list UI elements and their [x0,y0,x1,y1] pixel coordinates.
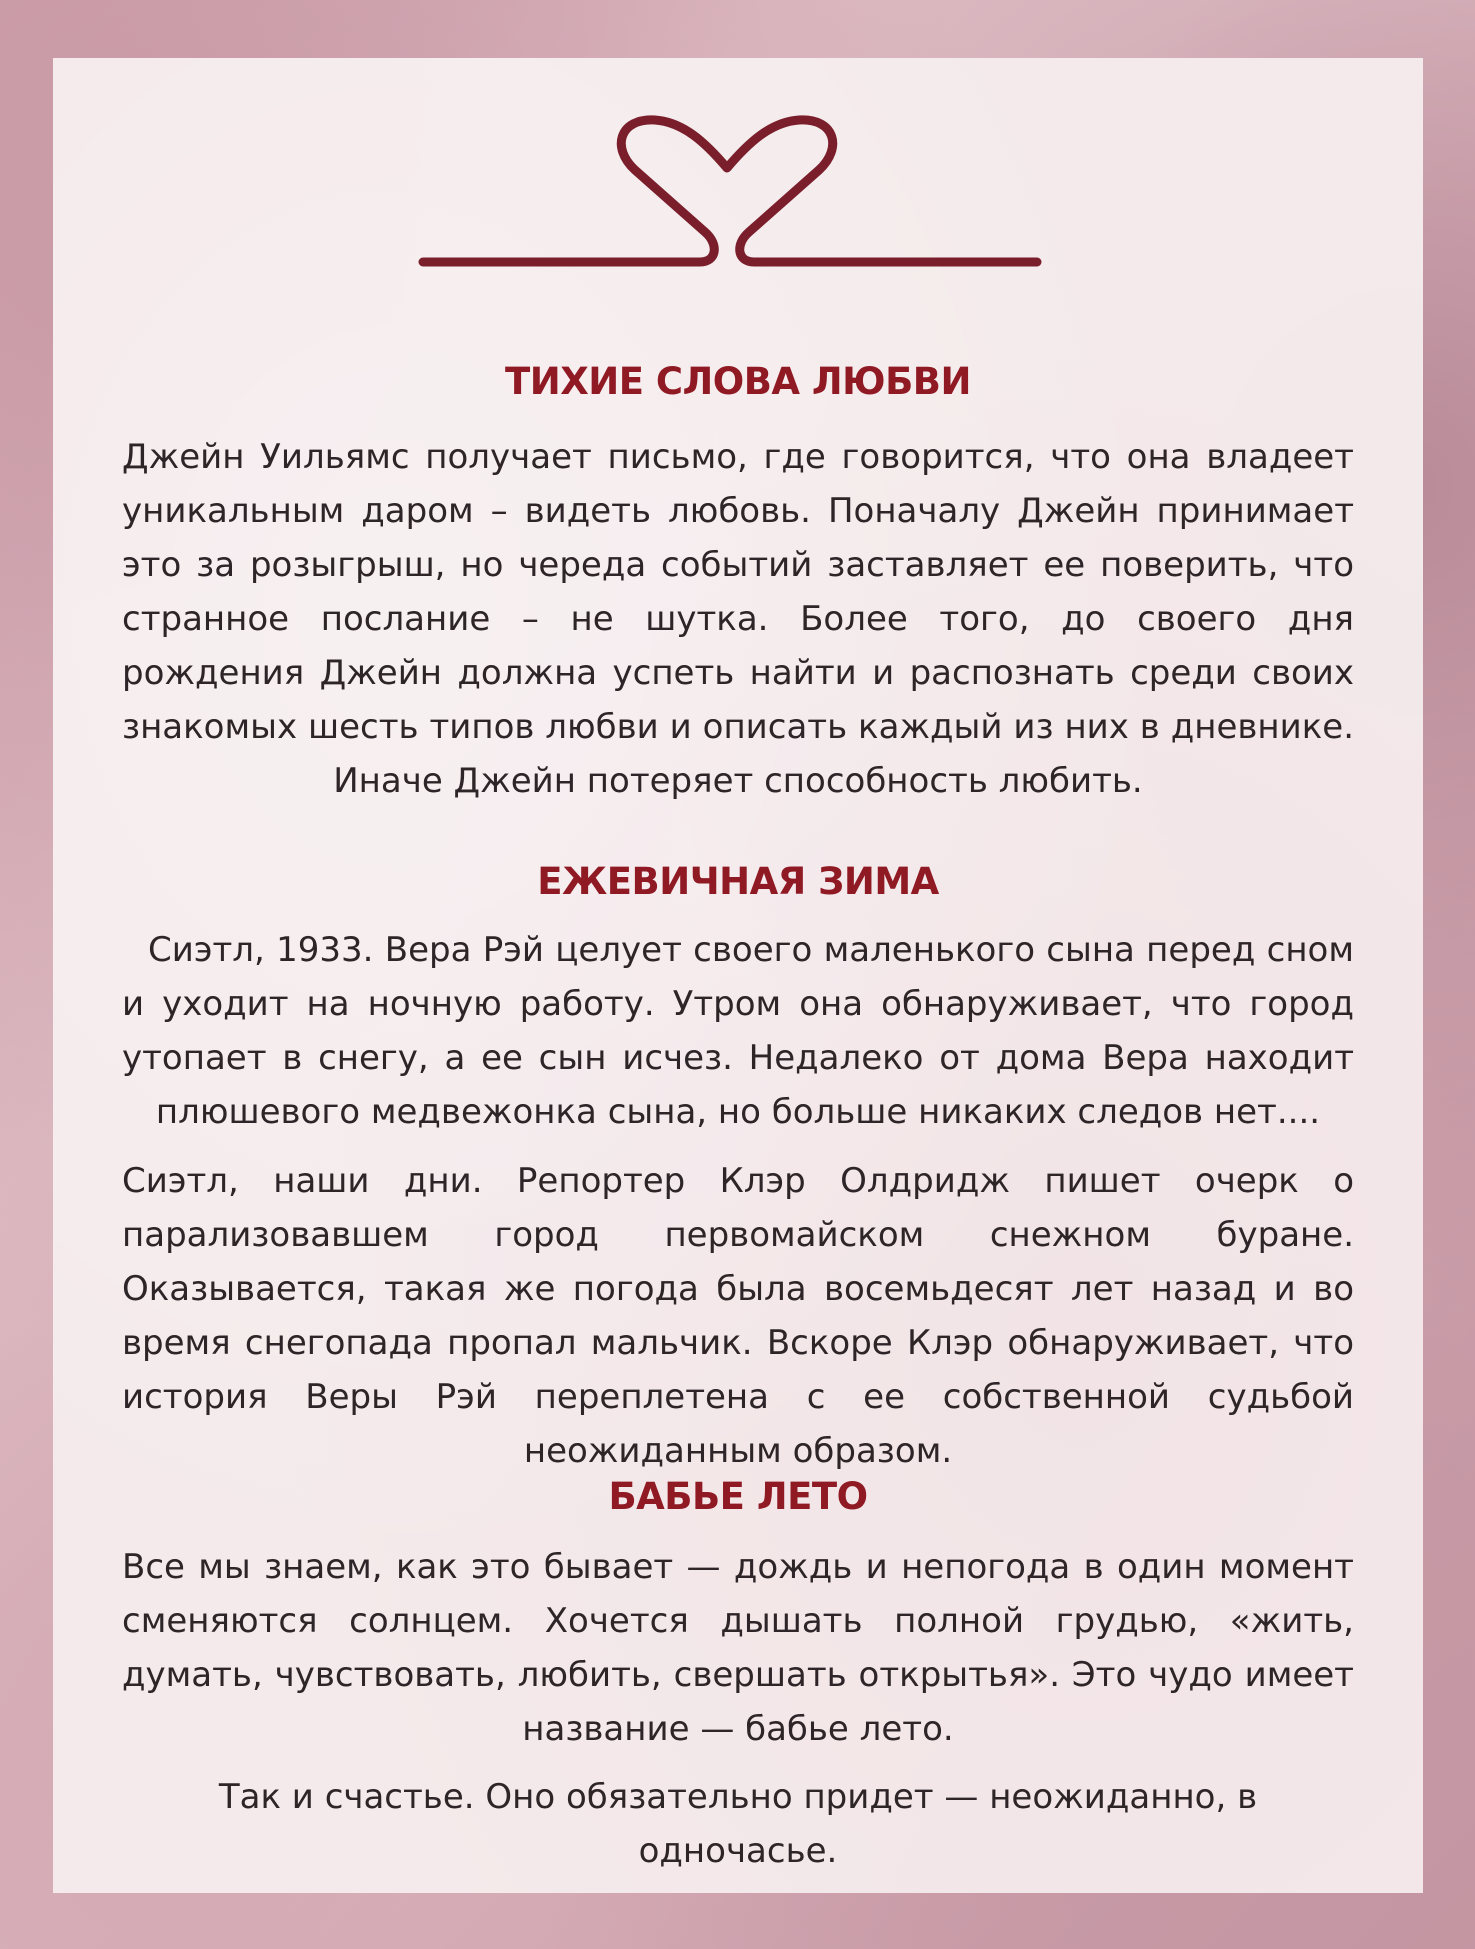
section-title-quiet-words: ТИХИЕ СЛОВА ЛЮБВИ [505,360,971,403]
section-paragraph: Сиэтл, 1933. Вера Рэй целует своего маленького сына перед сном и уходит на ночную работу. Утром она обнаруживает, что город утопает в снегу, а ее сын исчез. Недалеко от дома Вера находит плюшевого медвежонка сына, но больше никаких следов нет.... [122,930,1354,1132]
section-paragraph: Все мы знаем, как это бывает — дождь и непогода в один момент сменяются солнцем. Хочется дышать полной грудью, «жить, думать, чувствовать, любить, свершать открытья». Это чудо имеет название — бабье лето. [122,1547,1354,1749]
section-paragraph: Так и счастье. Оно обязательно придет — неожиданно, в одночасье. [218,1777,1258,1871]
heart-line-icon [415,112,1045,267]
section-title-indian-summer: БАБЬЕ ЛЕТО [608,1475,868,1518]
section-paragraph: Джейн Уильямс получает письмо, где говорится, что она владеет уникальным даром – видеть любовь. Поначалу Джейн принимает это за розыгрыш, но череда событий заставляет ее поверить, что странное послание – не шутка. Более того, до своего дня рождения Джейн должна успеть найти и распознать среди своих знакомых шесть типов любви и описать каждый из них в дневнике. Иначе Джейн потеряет способность любить. [122,437,1354,801]
section-title-blackberry-winter: ЕЖЕВИЧНАЯ ЗИМА [537,860,939,903]
section-paragraph: Сиэтл, наши дни. Репортер Клэр Олдридж пишет очерк о парализовавшем город первомайском снежном буране. Оказывается, такая же погода была восемьдесят лет назад и во время снегопада пропал мальчик. Вскоре Клэр обнаруживает, что история Веры Рэй переплетена с ее собственной судьбой неожиданным образом. [122,1161,1354,1471]
